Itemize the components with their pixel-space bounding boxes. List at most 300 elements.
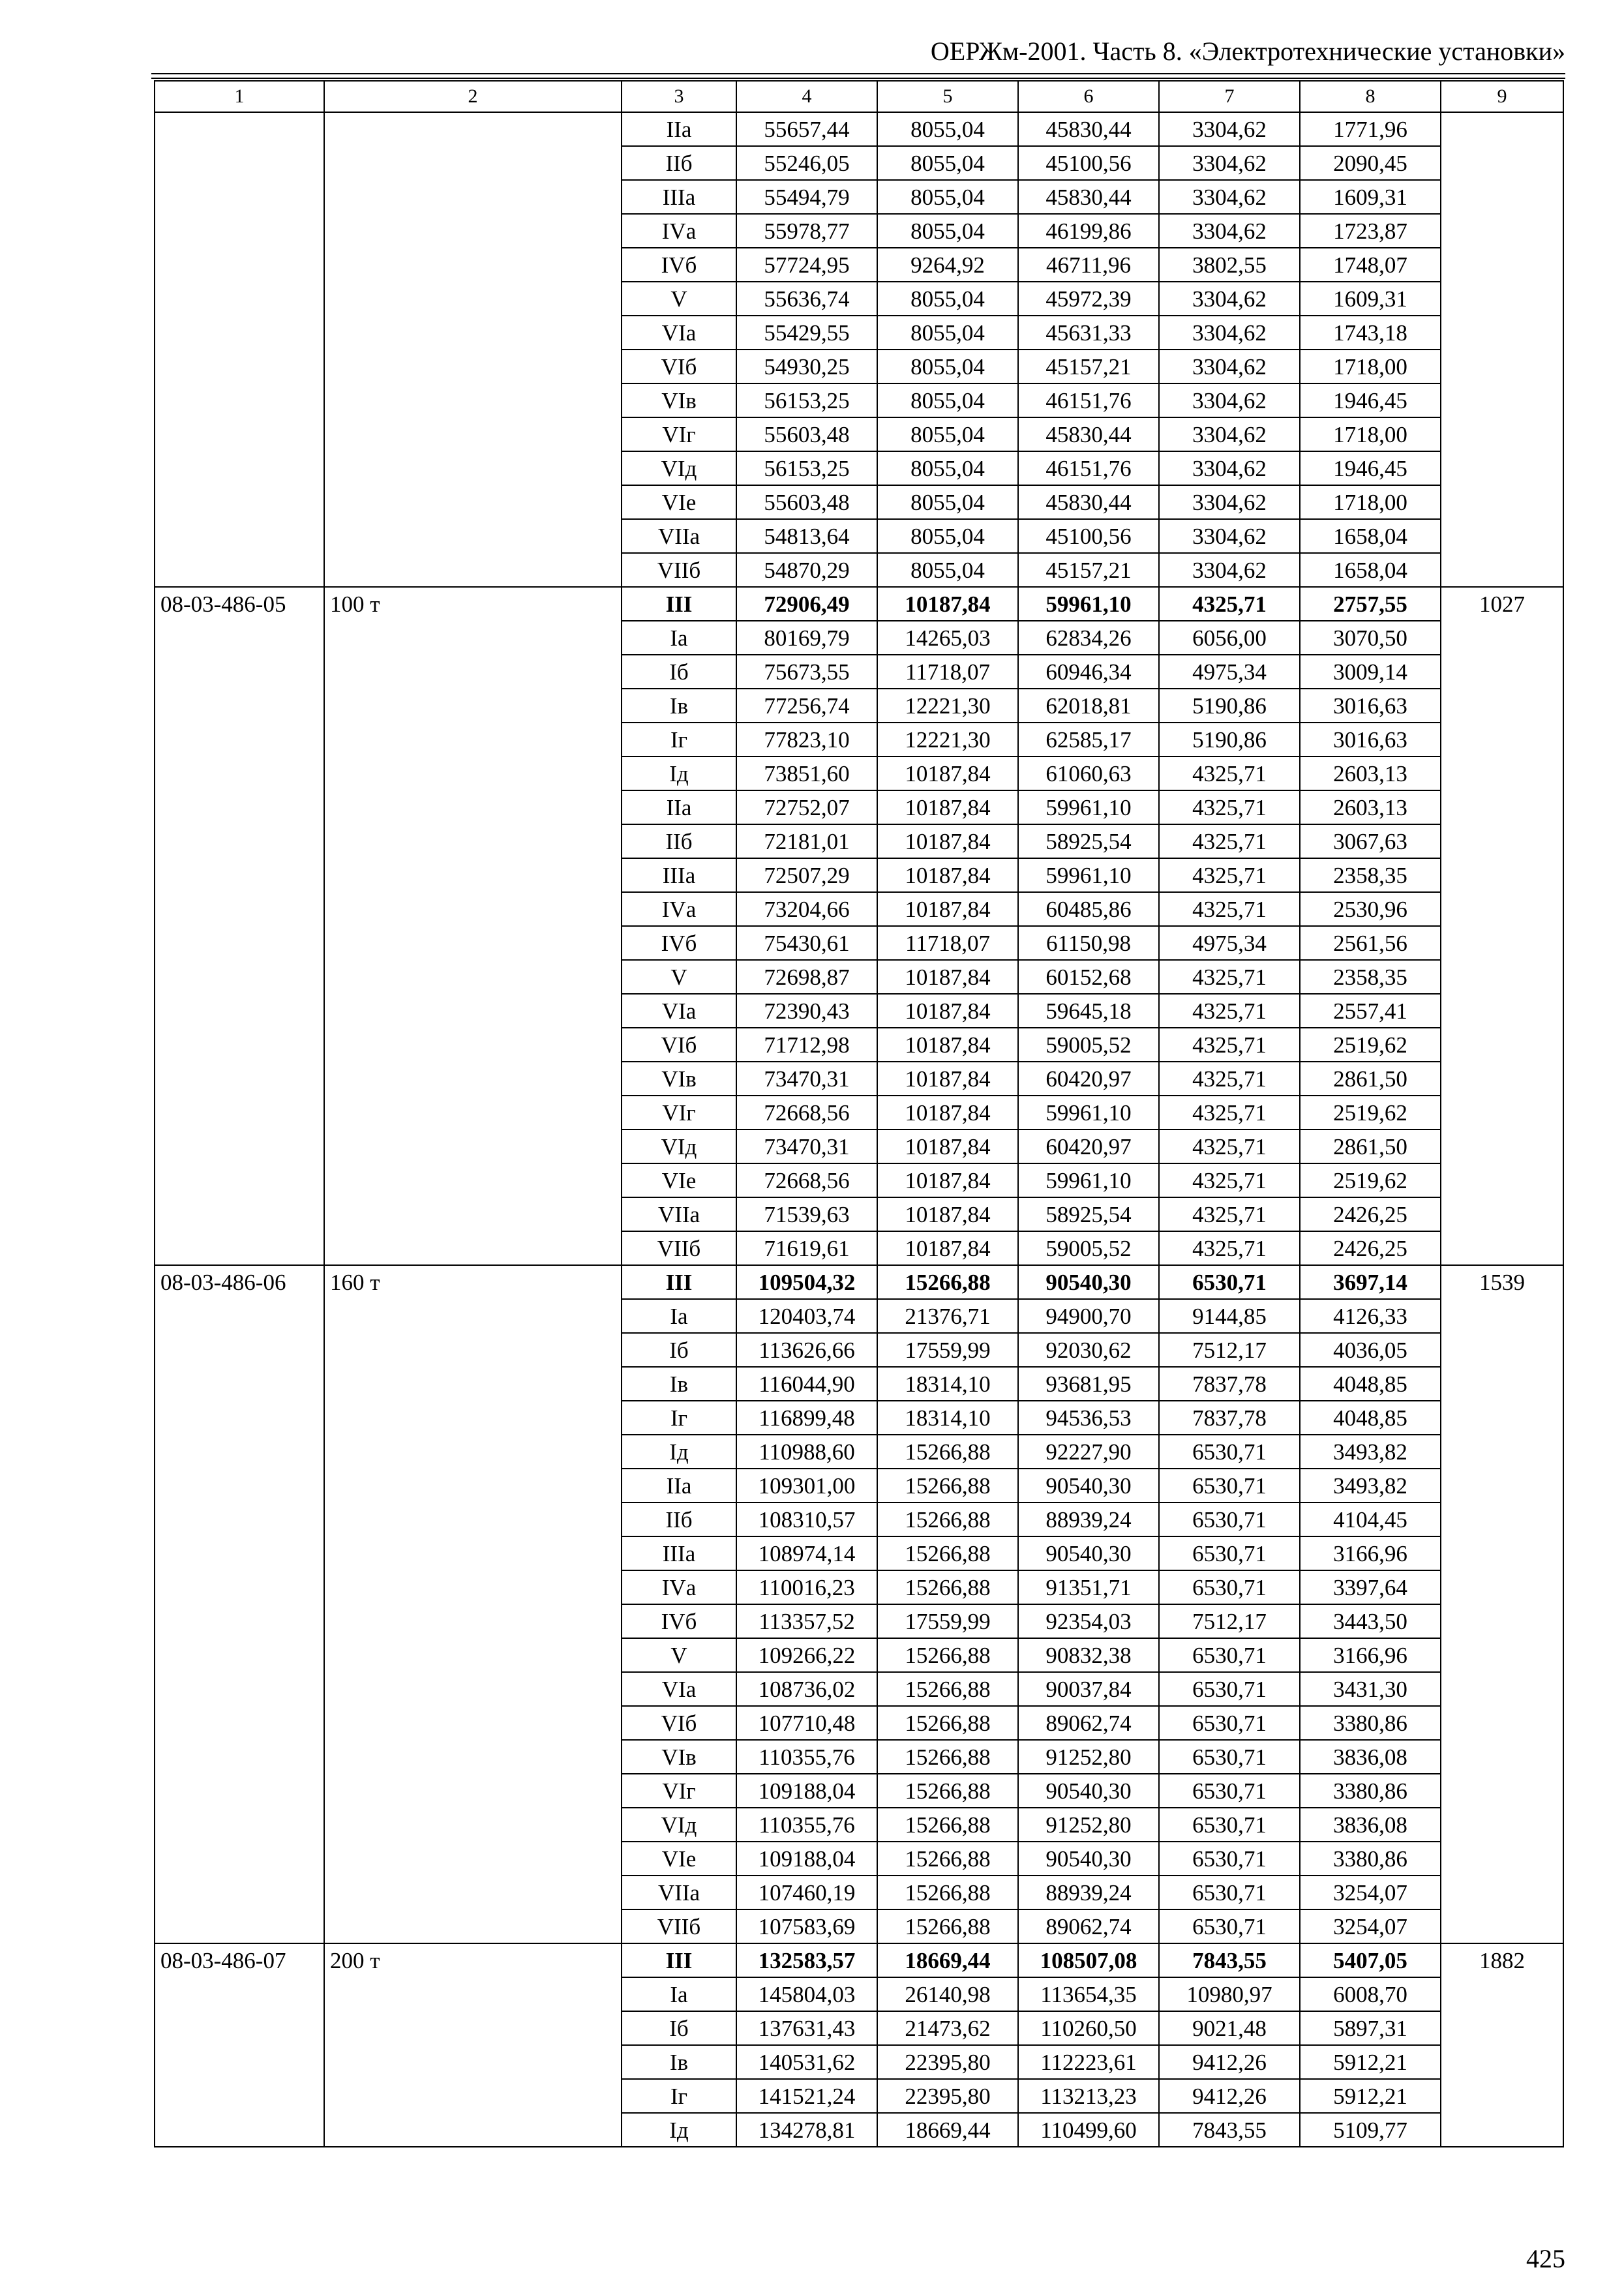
value-cell: 110499,60 (1018, 2113, 1159, 2147)
value-cell: 90037,84 (1018, 1672, 1159, 1706)
zone-cell: VIа (622, 994, 736, 1028)
zone-cell: VIг (622, 1774, 736, 1808)
value-cell: 80169,79 (736, 621, 877, 655)
value-cell: 6530,71 (1159, 1740, 1300, 1774)
value-cell: 109266,22 (736, 1638, 877, 1672)
value-cell: 58925,54 (1018, 1197, 1159, 1231)
value-cell: 4975,34 (1159, 655, 1300, 689)
value-cell: 107710,48 (736, 1706, 877, 1740)
column-header: 8 (1300, 81, 1441, 112)
zone-cell: VIIб (622, 1909, 736, 1943)
zone-cell: Iв (622, 1367, 736, 1401)
value-cell: 1609,31 (1300, 282, 1441, 316)
value-cell: 1658,04 (1300, 553, 1441, 587)
value-cell: 45157,21 (1018, 553, 1159, 587)
column-header: 9 (1441, 81, 1563, 112)
value-cell: 73470,31 (736, 1130, 877, 1163)
value-cell: 45631,33 (1018, 316, 1159, 350)
zone-cell: VIIа (622, 519, 736, 553)
item-name: 160 т (324, 1265, 622, 1943)
value-cell: 5190,86 (1159, 689, 1300, 723)
table-body (155, 81, 1563, 2147)
value-cell: 15266,88 (877, 1469, 1018, 1503)
zone-cell: VIб (622, 1028, 736, 1062)
value-cell: 3070,50 (1300, 621, 1441, 655)
zone-cell: VIе (622, 485, 736, 519)
value-cell: 45157,21 (1018, 350, 1159, 383)
value-cell: 140531,62 (736, 2045, 877, 2079)
item-code: 08-03-486-06 (155, 1265, 324, 1943)
value-cell: 15266,88 (877, 1503, 1018, 1536)
zone-cell: VIб (622, 1706, 736, 1740)
zone-cell: III (622, 1265, 736, 1299)
value-cell: 26140,98 (877, 1977, 1018, 2011)
value-cell: 90540,30 (1018, 1774, 1159, 1808)
value-cell: 10187,84 (877, 756, 1018, 790)
value-cell: 62018,81 (1018, 689, 1159, 723)
value-cell: 21473,62 (877, 2011, 1018, 2045)
value-cell: 46199,86 (1018, 214, 1159, 248)
value-cell: 3304,62 (1159, 112, 1300, 146)
value-cell: 11718,07 (877, 655, 1018, 689)
value-cell: 6530,71 (1159, 1469, 1300, 1503)
value-cell: 3304,62 (1159, 383, 1300, 417)
value-cell: 1743,18 (1300, 316, 1441, 350)
value-cell: 113626,66 (736, 1333, 877, 1367)
value-cell: 1946,45 (1300, 383, 1441, 417)
column-header: 4 (736, 81, 877, 112)
value-cell: 3304,62 (1159, 485, 1300, 519)
value-cell: 3304,62 (1159, 451, 1300, 485)
value-cell: 10187,84 (877, 824, 1018, 858)
value-cell: 77256,74 (736, 689, 877, 723)
value-cell: 15266,88 (877, 1876, 1018, 1909)
price-table (154, 80, 1564, 2147)
value-cell: 1748,07 (1300, 248, 1441, 282)
value-cell: 72181,01 (736, 824, 877, 858)
column-header: 1 (155, 81, 324, 112)
value-cell: 12221,30 (877, 689, 1018, 723)
value-cell: 3166,96 (1300, 1638, 1441, 1672)
value-cell: 5912,21 (1300, 2079, 1441, 2113)
value-cell: 3016,63 (1300, 689, 1441, 723)
value-cell: 3380,86 (1300, 1774, 1441, 1808)
table-row (155, 587, 1563, 621)
value-cell: 4325,71 (1159, 1096, 1300, 1130)
zone-cell: VIв (622, 1062, 736, 1096)
value-cell: 15266,88 (877, 1435, 1018, 1469)
value-cell: 2426,25 (1300, 1231, 1441, 1265)
value-cell: 55636,74 (736, 282, 877, 316)
value-cell: 3254,07 (1300, 1909, 1441, 1943)
value-cell: 75430,61 (736, 926, 877, 960)
value-cell: 3493,82 (1300, 1435, 1441, 1469)
value-cell: 3304,62 (1159, 180, 1300, 214)
value-cell: 89062,74 (1018, 1706, 1159, 1740)
zone-cell: VIе (622, 1163, 736, 1197)
value-cell: 109301,00 (736, 1469, 877, 1503)
zone-cell: VIе (622, 1842, 736, 1876)
value-cell: 110016,23 (736, 1570, 877, 1604)
value-cell: 5897,31 (1300, 2011, 1441, 2045)
value-cell: 8055,04 (877, 146, 1018, 180)
zone-cell: VIIа (622, 1876, 736, 1909)
value-cell: 1718,00 (1300, 350, 1441, 383)
value-cell: 109188,04 (736, 1842, 877, 1876)
value-cell: 5190,86 (1159, 723, 1300, 756)
value-cell: 55603,48 (736, 417, 877, 451)
value-cell: 8055,04 (877, 451, 1018, 485)
value-cell: 107460,19 (736, 1876, 877, 1909)
value-cell: 71619,61 (736, 1231, 877, 1265)
value-cell: 3016,63 (1300, 723, 1441, 756)
value-cell: 62585,17 (1018, 723, 1159, 756)
value-cell: 1609,31 (1300, 180, 1441, 214)
value-cell: 15266,88 (877, 1638, 1018, 1672)
value-cell: 7512,17 (1159, 1604, 1300, 1638)
value-cell: 93681,95 (1018, 1367, 1159, 1401)
value-cell: 3304,62 (1159, 417, 1300, 451)
value-cell: 92354,03 (1018, 1604, 1159, 1638)
value-cell: 3304,62 (1159, 282, 1300, 316)
value-cell: 2557,41 (1300, 994, 1441, 1028)
value-cell: 137631,43 (736, 2011, 877, 2045)
zone-cell: IVа (622, 1570, 736, 1604)
value-cell: 90540,30 (1018, 1842, 1159, 1876)
value-cell: 72507,29 (736, 858, 877, 892)
value-cell: 6530,71 (1159, 1536, 1300, 1570)
value-cell: 2358,35 (1300, 960, 1441, 994)
value-cell: 6530,71 (1159, 1265, 1300, 1299)
value-cell: 72668,56 (736, 1163, 877, 1197)
value-cell: 17559,99 (877, 1604, 1018, 1638)
zone-cell: VIIа (622, 1197, 736, 1231)
value-cell: 4325,71 (1159, 1062, 1300, 1096)
value-cell: 55246,05 (736, 146, 877, 180)
value-cell: 3166,96 (1300, 1536, 1441, 1570)
value-cell: 15266,88 (877, 1265, 1018, 1299)
value-cell: 60485,86 (1018, 892, 1159, 926)
zone-cell: VIд (622, 1130, 736, 1163)
value-cell: 10187,84 (877, 587, 1018, 621)
value-cell: 45972,39 (1018, 282, 1159, 316)
value-cell: 4325,71 (1159, 756, 1300, 790)
value-cell: 46711,96 (1018, 248, 1159, 282)
zone-cell: IIIа (622, 1536, 736, 1570)
column-header: 2 (324, 81, 622, 112)
item-code: 08-03-486-05 (155, 587, 324, 1265)
value-cell: 75673,55 (736, 655, 877, 689)
value-cell: 55494,79 (736, 180, 877, 214)
value-cell: 3009,14 (1300, 655, 1441, 689)
value-cell: 108310,57 (736, 1503, 877, 1536)
value-cell: 8055,04 (877, 485, 1018, 519)
value-cell: 46151,76 (1018, 451, 1159, 485)
value-cell: 15266,88 (877, 1536, 1018, 1570)
value-cell: 9144,85 (1159, 1299, 1300, 1333)
value-cell: 59005,52 (1018, 1231, 1159, 1265)
value-cell: 6530,71 (1159, 1503, 1300, 1536)
table-row (155, 1265, 1563, 1299)
value-cell: 2861,50 (1300, 1130, 1441, 1163)
value-cell: 3254,07 (1300, 1876, 1441, 1909)
value-cell: 2603,13 (1300, 790, 1441, 824)
value-cell: 6056,00 (1159, 621, 1300, 655)
value-cell: 73470,31 (736, 1062, 877, 1096)
value-cell: 15266,88 (877, 1808, 1018, 1842)
value-cell: 1771,96 (1300, 112, 1441, 146)
value-cell: 141521,24 (736, 2079, 877, 2113)
value-cell: 46151,76 (1018, 383, 1159, 417)
value-cell: 4325,71 (1159, 1197, 1300, 1231)
column-header: 6 (1018, 81, 1159, 112)
value-cell: 10187,84 (877, 1096, 1018, 1130)
value-cell: 6530,71 (1159, 1706, 1300, 1740)
value-cell: 72698,87 (736, 960, 877, 994)
value-cell: 2519,62 (1300, 1163, 1441, 1197)
value-cell: 6530,71 (1159, 1435, 1300, 1469)
value-cell: 2426,25 (1300, 1197, 1441, 1231)
item-code (155, 112, 324, 587)
zone-cell: Iв (622, 689, 736, 723)
value-cell: 2519,62 (1300, 1096, 1441, 1130)
zone-cell: VIв (622, 1740, 736, 1774)
value-cell: 59005,52 (1018, 1028, 1159, 1062)
value-cell: 113213,23 (1018, 2079, 1159, 2113)
item-extra: 1539 (1441, 1265, 1563, 1943)
value-cell: 15266,88 (877, 1570, 1018, 1604)
value-cell: 4126,33 (1300, 1299, 1441, 1333)
value-cell: 110355,76 (736, 1740, 877, 1774)
value-cell: 4325,71 (1159, 1130, 1300, 1163)
value-cell: 90540,30 (1018, 1469, 1159, 1503)
zone-cell: Iа (622, 1299, 736, 1333)
item-name: 200 т (324, 1943, 622, 2147)
value-cell: 45830,44 (1018, 180, 1159, 214)
value-cell: 94900,70 (1018, 1299, 1159, 1333)
value-cell: 9264,92 (877, 248, 1018, 282)
value-cell: 10187,84 (877, 858, 1018, 892)
value-cell: 6530,71 (1159, 1808, 1300, 1842)
zone-cell: VIб (622, 350, 736, 383)
zone-cell: IVб (622, 926, 736, 960)
value-cell: 14265,03 (877, 621, 1018, 655)
value-cell: 45100,56 (1018, 146, 1159, 180)
zone-cell: IIIа (622, 858, 736, 892)
value-cell: 4325,71 (1159, 960, 1300, 994)
zone-cell: IIа (622, 112, 736, 146)
zone-cell: IVа (622, 214, 736, 248)
value-cell: 7512,17 (1159, 1333, 1300, 1367)
value-cell: 73851,60 (736, 756, 877, 790)
value-cell: 18314,10 (877, 1367, 1018, 1401)
zone-cell: IIа (622, 790, 736, 824)
value-cell: 22395,80 (877, 2079, 1018, 2113)
value-cell: 3697,14 (1300, 1265, 1441, 1299)
value-cell: 6008,70 (1300, 1977, 1441, 2011)
value-cell: 11718,07 (877, 926, 1018, 960)
value-cell: 4325,71 (1159, 1163, 1300, 1197)
value-cell: 120403,74 (736, 1299, 877, 1333)
value-cell: 2561,56 (1300, 926, 1441, 960)
zone-cell: Iд (622, 756, 736, 790)
zone-cell: Iг (622, 2079, 736, 2113)
value-cell: 1718,00 (1300, 417, 1441, 451)
value-cell: 8055,04 (877, 417, 1018, 451)
zone-cell: IVа (622, 892, 736, 926)
value-cell: 62834,26 (1018, 621, 1159, 655)
value-cell: 2519,62 (1300, 1028, 1441, 1062)
value-cell: 45830,44 (1018, 112, 1159, 146)
value-cell: 2358,35 (1300, 858, 1441, 892)
value-cell: 88939,24 (1018, 1503, 1159, 1536)
value-cell: 72390,43 (736, 994, 877, 1028)
value-cell: 109188,04 (736, 1774, 877, 1808)
column-header: 5 (877, 81, 1018, 112)
value-cell: 1946,45 (1300, 451, 1441, 485)
value-cell: 89062,74 (1018, 1909, 1159, 1943)
value-cell: 7843,55 (1159, 2113, 1300, 2147)
value-cell: 110988,60 (736, 1435, 877, 1469)
item-name (324, 112, 622, 587)
value-cell: 5407,05 (1300, 1943, 1441, 1977)
value-cell: 4325,71 (1159, 994, 1300, 1028)
value-cell: 4325,71 (1159, 1231, 1300, 1265)
value-cell: 91252,80 (1018, 1740, 1159, 1774)
value-cell: 10187,84 (877, 994, 1018, 1028)
value-cell: 59961,10 (1018, 1163, 1159, 1197)
value-cell: 60946,34 (1018, 655, 1159, 689)
value-cell: 3067,63 (1300, 824, 1441, 858)
value-cell: 4325,71 (1159, 1028, 1300, 1062)
value-cell: 3802,55 (1159, 248, 1300, 282)
value-cell: 10187,84 (877, 1062, 1018, 1096)
item-extra: 1027 (1441, 587, 1563, 1265)
value-cell: 3304,62 (1159, 350, 1300, 383)
table-row (155, 112, 1563, 146)
zone-cell: Iд (622, 2113, 736, 2147)
value-cell: 54870,29 (736, 553, 877, 587)
zone-cell: VIг (622, 1096, 736, 1130)
zone-cell: VIIб (622, 1231, 736, 1265)
zone-cell: VIд (622, 451, 736, 485)
zone-cell: Iб (622, 1333, 736, 1367)
zone-cell: IIб (622, 824, 736, 858)
value-cell: 2757,55 (1300, 587, 1441, 621)
item-extra: 1882 (1441, 1943, 1563, 2147)
value-cell: 3380,86 (1300, 1706, 1441, 1740)
value-cell: 4325,71 (1159, 587, 1300, 621)
value-cell: 1658,04 (1300, 519, 1441, 553)
value-cell: 8055,04 (877, 282, 1018, 316)
value-cell: 113357,52 (736, 1604, 877, 1638)
value-cell: 59961,10 (1018, 858, 1159, 892)
value-cell: 3380,86 (1300, 1842, 1441, 1876)
value-cell: 55603,48 (736, 485, 877, 519)
value-cell: 90540,30 (1018, 1536, 1159, 1570)
value-cell: 1723,87 (1300, 214, 1441, 248)
value-cell: 4048,85 (1300, 1367, 1441, 1401)
value-cell: 3443,50 (1300, 1604, 1441, 1638)
zone-cell: III (622, 1943, 736, 1977)
zone-cell: VIа (622, 316, 736, 350)
value-cell: 45830,44 (1018, 417, 1159, 451)
value-cell: 10187,84 (877, 1130, 1018, 1163)
value-cell: 112223,61 (1018, 2045, 1159, 2079)
value-cell: 8055,04 (877, 214, 1018, 248)
value-cell: 134278,81 (736, 2113, 877, 2147)
value-cell: 18669,44 (877, 2113, 1018, 2147)
value-cell: 9412,26 (1159, 2079, 1300, 2113)
value-cell: 17559,99 (877, 1333, 1018, 1367)
value-cell: 10187,84 (877, 790, 1018, 824)
zone-cell: Iб (622, 655, 736, 689)
value-cell: 108736,02 (736, 1672, 877, 1706)
value-cell: 6530,71 (1159, 1570, 1300, 1604)
value-cell: 3836,08 (1300, 1808, 1441, 1842)
value-cell: 92227,90 (1018, 1435, 1159, 1469)
page-number: 425 (1526, 2244, 1565, 2273)
value-cell: 7837,78 (1159, 1367, 1300, 1401)
item-extra (1441, 112, 1563, 587)
value-cell: 15266,88 (877, 1909, 1018, 1943)
zone-cell: VIг (622, 417, 736, 451)
zone-cell: Iг (622, 723, 736, 756)
value-cell: 3304,62 (1159, 214, 1300, 248)
value-cell: 7843,55 (1159, 1943, 1300, 1977)
zone-cell: VIIб (622, 553, 736, 587)
value-cell: 3304,62 (1159, 146, 1300, 180)
value-cell: 8055,04 (877, 180, 1018, 214)
item-name: 100 т (324, 587, 622, 1265)
value-cell: 94536,53 (1018, 1401, 1159, 1435)
zone-cell: VIд (622, 1808, 736, 1842)
value-cell: 5109,77 (1300, 2113, 1441, 2147)
value-cell: 6530,71 (1159, 1876, 1300, 1909)
value-cell: 6530,71 (1159, 1672, 1300, 1706)
zone-cell: VIа (622, 1672, 736, 1706)
value-cell: 55978,77 (736, 214, 877, 248)
zone-cell: IIб (622, 146, 736, 180)
value-cell: 108507,08 (1018, 1943, 1159, 1977)
value-cell: 6530,71 (1159, 1774, 1300, 1808)
value-cell: 2530,96 (1300, 892, 1441, 926)
zone-cell: IVб (622, 248, 736, 282)
zone-cell: Iв (622, 2045, 736, 2079)
value-cell: 73204,66 (736, 892, 877, 926)
value-cell: 8055,04 (877, 383, 1018, 417)
value-cell: 54930,25 (736, 350, 877, 383)
value-cell: 3836,08 (1300, 1740, 1441, 1774)
zone-cell: IIа (622, 1469, 736, 1503)
value-cell: 7837,78 (1159, 1401, 1300, 1435)
value-cell: 109504,32 (736, 1265, 877, 1299)
value-cell: 59961,10 (1018, 1096, 1159, 1130)
value-cell: 10187,84 (877, 1028, 1018, 1062)
zone-cell: V (622, 1638, 736, 1672)
value-cell: 21376,71 (877, 1299, 1018, 1333)
value-cell: 57724,95 (736, 248, 877, 282)
value-cell: 10187,84 (877, 960, 1018, 994)
value-cell: 108974,14 (736, 1536, 877, 1570)
value-cell: 4975,34 (1159, 926, 1300, 960)
value-cell: 8055,04 (877, 519, 1018, 553)
value-cell: 10980,97 (1159, 1977, 1300, 2011)
value-cell: 5912,21 (1300, 2045, 1441, 2079)
value-cell: 3304,62 (1159, 519, 1300, 553)
zone-cell: Iб (622, 2011, 736, 2045)
value-cell: 3304,62 (1159, 553, 1300, 587)
